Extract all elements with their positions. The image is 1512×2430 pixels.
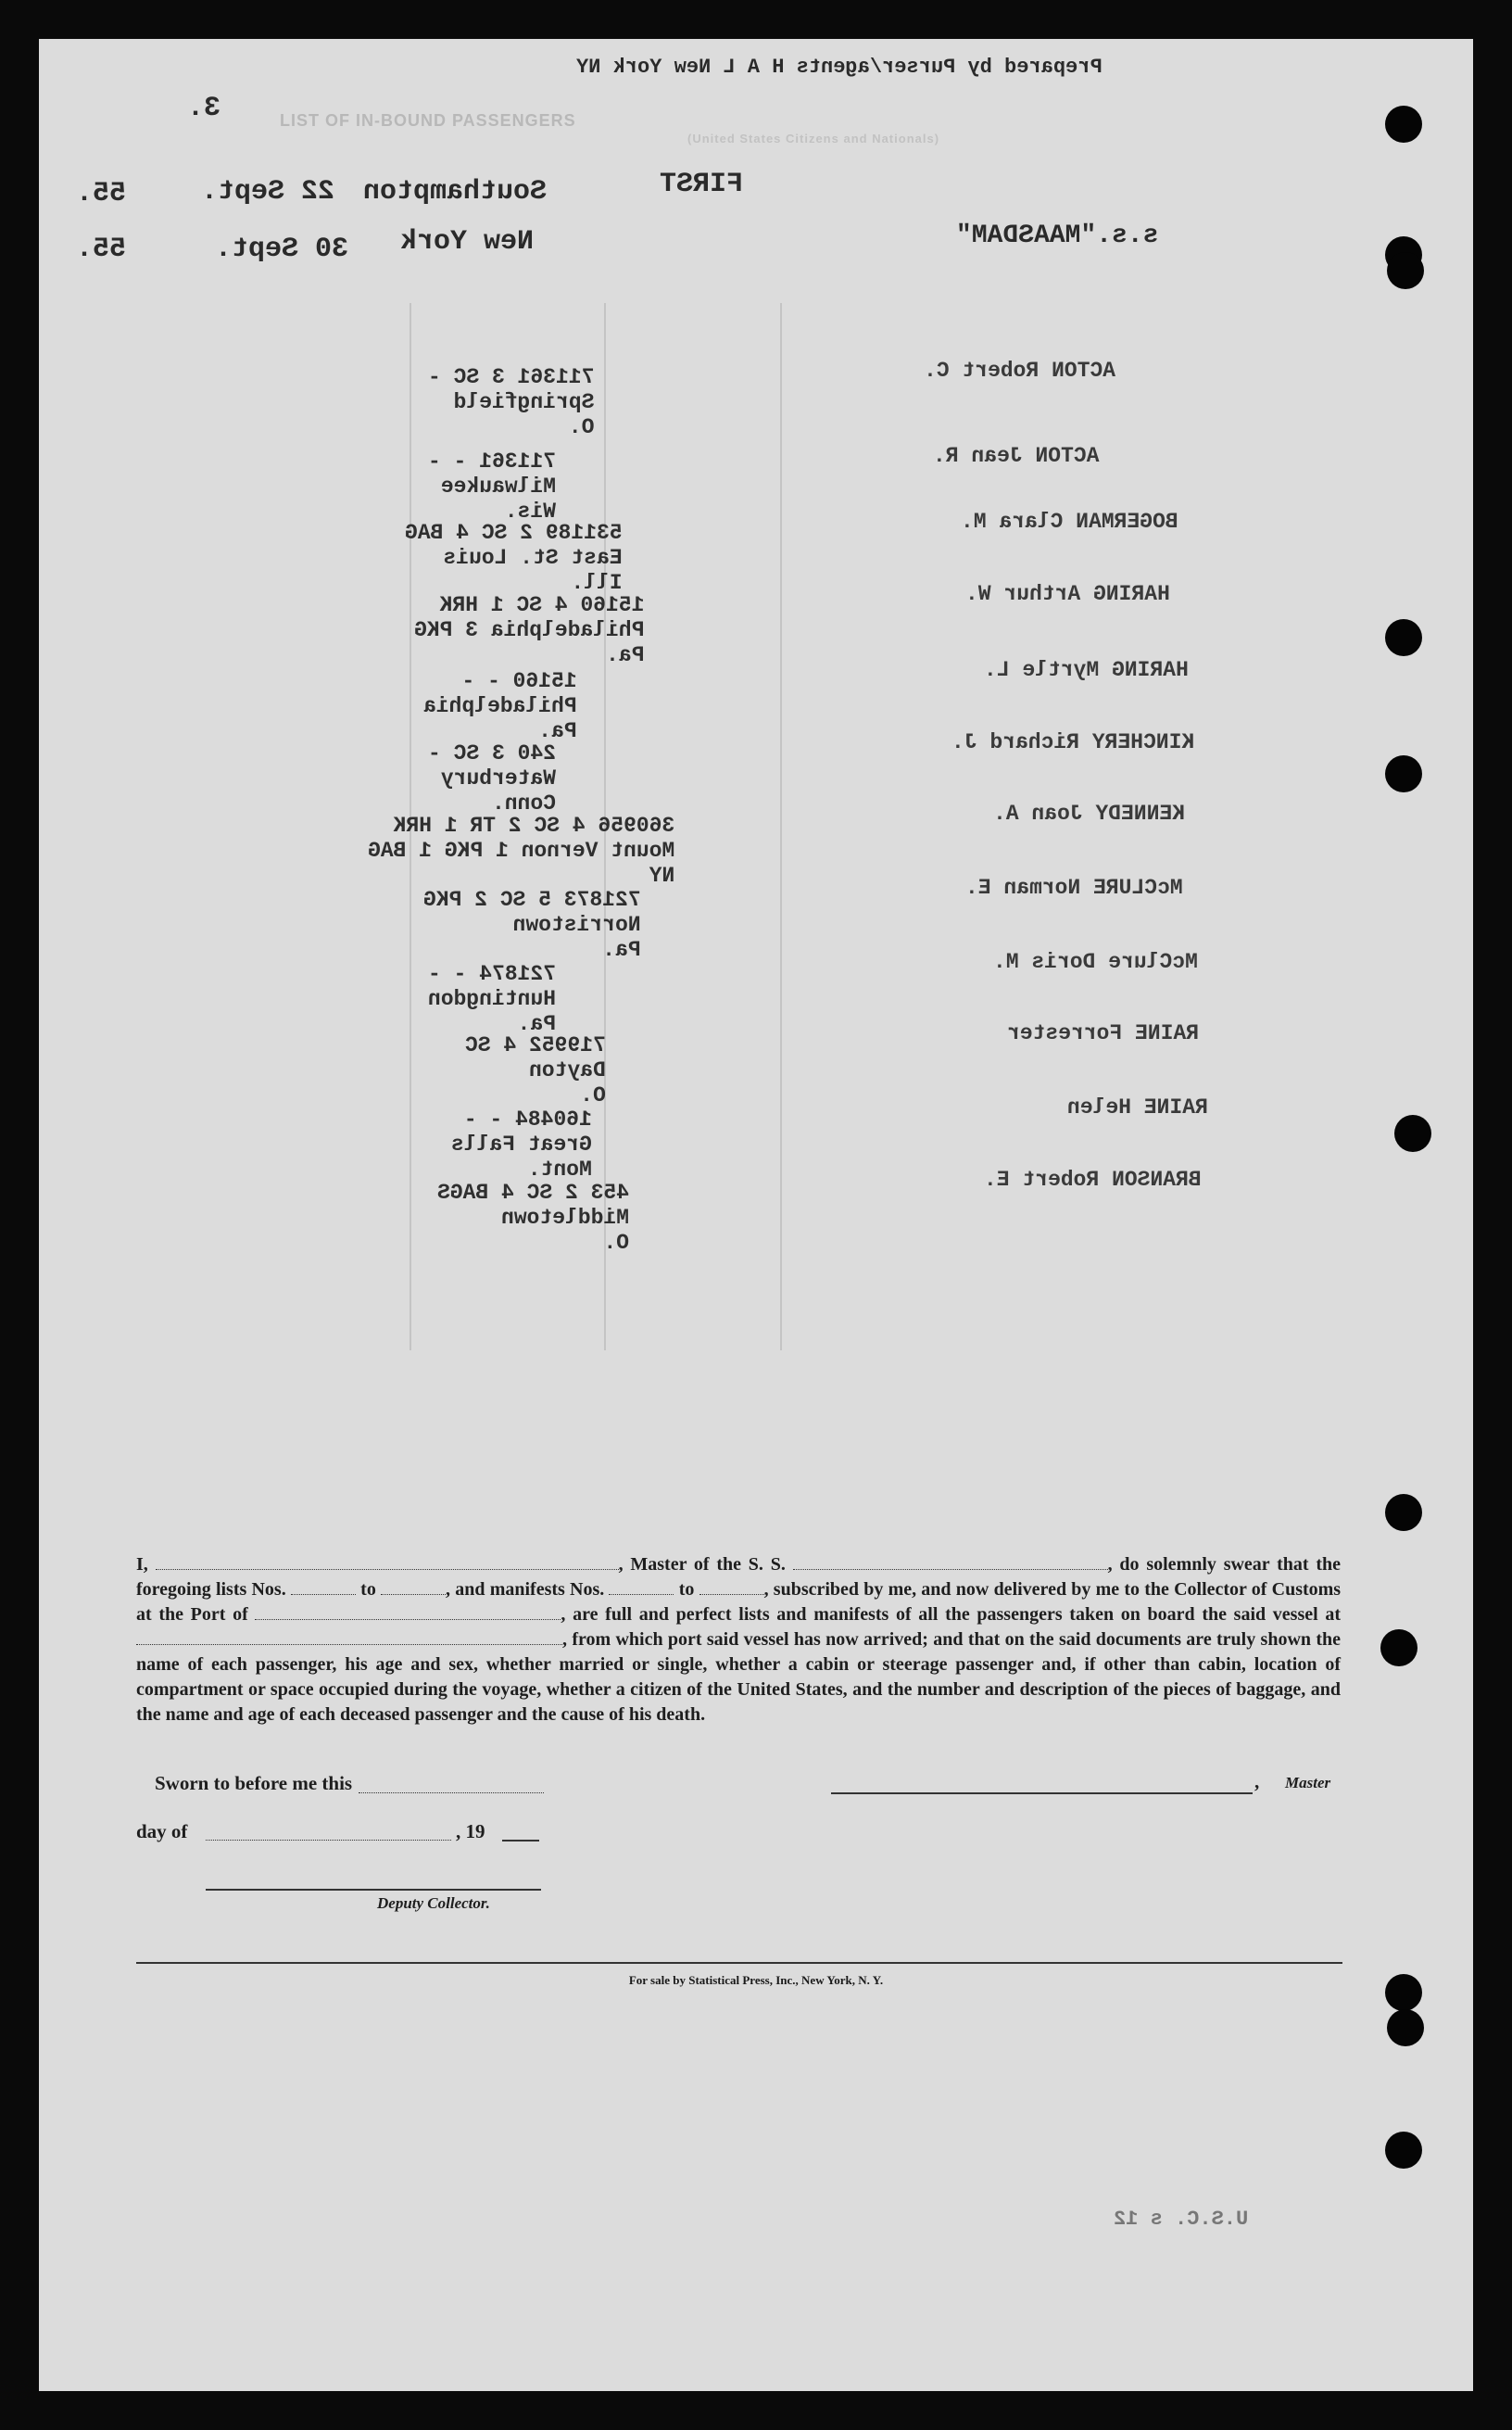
arrival-date: 30 Sept. bbox=[215, 234, 349, 265]
list-from-blank bbox=[291, 1581, 356, 1595]
form-number: U.S.C. s 12 bbox=[1114, 2208, 1249, 2231]
passenger-name: RAINE Helen bbox=[1067, 1095, 1208, 1120]
passenger-info: 721873 5 SC 2 PKG Norristown Pa. bbox=[423, 888, 641, 962]
ship-name: s.s."MAASDAM" bbox=[956, 221, 1159, 250]
punch-hole bbox=[1380, 1629, 1418, 1666]
prepared-by-line: Prepared by Purser/agents H A L New York NY bbox=[576, 56, 1102, 79]
passenger-info: 531189 2 SC 4 BAG East St. Louis Ill. bbox=[405, 521, 623, 595]
passenger-info: 160484 - - Great Falls Mont. bbox=[451, 1107, 592, 1182]
passenger-class: FIRST bbox=[660, 169, 744, 200]
punch-hole bbox=[1387, 2009, 1424, 2046]
passenger-name: KENNEDY Joan A. bbox=[993, 802, 1186, 826]
year-label: , 19 bbox=[456, 1820, 485, 1842]
master-oath: I, , Master of the S. S. , do solemnly swear that the foregoing lists Nos. to , and manifests Nos. to , subscribed by me, and now delivered by me to the Collector of Customs at the Port of , are full and perfect lists and manifests of all the passengers taken on board the said vessel at , from which port said vessel has now arrived; and that on the said documents are truly shown the name of each passenger, his age and sex, whether married or single, whether a cabin or steerage passenger and, if other than cabin, location of compartment or space occupied during the voyage, whether a citizen of the United States, and the number and description of the pieces of baggage, and the name and age of each deceased passenger and the cause of his death. bbox=[136, 1554, 1342, 1725]
departure-port: Southampton bbox=[363, 176, 548, 208]
master-name-blank bbox=[156, 1556, 619, 1570]
passenger-name: ACTON Jean R. bbox=[933, 444, 1100, 468]
passenger-name: HARING Myrtle L. bbox=[984, 658, 1189, 682]
printer-credit: For sale by Statistical Press, Inc., New York, N. Y. bbox=[628, 1973, 884, 1987]
punch-hole bbox=[1385, 755, 1422, 792]
punch-hole bbox=[1387, 252, 1424, 289]
ship-name-blank bbox=[793, 1556, 1108, 1570]
passenger-info: 711361 - - Milwaukee Wis. bbox=[428, 449, 557, 524]
column-divider bbox=[780, 303, 782, 1350]
list-to-blank bbox=[381, 1581, 446, 1595]
arrival-number: 55. bbox=[76, 234, 127, 265]
passenger-name: HARING Arthur W. bbox=[965, 582, 1170, 606]
year-line bbox=[502, 1840, 539, 1841]
passenger-info: 15160 - - Philadelphia Pa. bbox=[423, 669, 577, 743]
passenger-info: 711361 3 SC - Springfield O. bbox=[428, 365, 595, 439]
punch-hole bbox=[1385, 106, 1422, 143]
punch-hole bbox=[1385, 619, 1422, 656]
faint-list-subtitle: (United States Citizens and Nationals) bbox=[687, 132, 940, 146]
footer-rule bbox=[136, 1962, 1342, 1964]
passenger-info: 15160 4 SC 1 HRK Philadelphia 3 PKG Pa. bbox=[414, 593, 645, 667]
embarkation-blank bbox=[136, 1631, 562, 1645]
passenger-name: McCLURE Norman E. bbox=[965, 876, 1183, 900]
day-of-label: day of bbox=[136, 1820, 188, 1842]
passenger-info: 719952 4 SC Dayton O. bbox=[465, 1033, 606, 1107]
departure-number: 55. bbox=[76, 178, 127, 209]
passenger-name: RAINE Forrester bbox=[1007, 1021, 1200, 1045]
manifest-page: LIST OF IN-BOUND PASSENGERS (United States Citizens and Nationals) Prepared by Purser/agents H A L New York NY 3. 55. 22 Sept. Southampton FIRST 55. 30 Sept. New York s.s."MAASDAM" ACTON Robert C. 711361 3 SC - Springfield O. ACTON Jean R. 711361 - - Milwaukee Wis. BOGERMAN Clara M. 531189 2 SC 4 BAG East St. Louis Ill. HARING Arthur W. 15160 4 SC 1 HRK Philadelphia 3 PKG Pa. HARING Myrtle L. 15160 - - Philadelphia Pa. KINCHERY Richard J. 240 3 SC - Waterbury Conn. KENNEDY Joan A. 360956 4 SC 2 TR 1 HRK Mount Vernon 1 PKG 1 BAG NY McCLURE Norman E. 721873 5 SC 2 PKG Norristown Pa. McClure Doris M. 721874 - - Huntingdon Pa. RAINE Forrester 719952 4 SC Dayton O. RAINE Helen 160484 - - Great Falls Mont. BRANSON Robert E. 453 2 SC 4 BAGS Middletown O. I, , Master of the S. S. , do solemnly swear that the foregoing lists Nos. to , and manifests Nos. to , subscribed by me, and now delivered by me to the Collector of Customs at the Port of , are full and perfect lists and manifests of all the passengers taken on board the said vessel at , from which port said vessel has now arrived; and that on the said documents are truly shown the name of each passenger, his age and sex, whether married or single, whether a cabin or steerage passenger and, if other than cabin, location of compartment or space occupied during the voyage, whether a citizen of the United States, and the number and description of the pieces of baggage, and the name and age of each deceased passenger and the cause of his death. Sworn to before me this , Master day of , 19 Deputy Collector. For sale by Statistical Press, Inc., New York, N. Y. U.S.C. s 12 bbox=[39, 39, 1473, 2391]
passenger-info: 360956 4 SC 2 TR 1 HRK Mount Vernon 1 PKG 1 BAG NY bbox=[368, 814, 675, 888]
passenger-name: ACTON Robert C. bbox=[924, 359, 1116, 383]
departure-date: 22 Sept. bbox=[201, 176, 335, 208]
passenger-info: 240 3 SC - Waterbury Conn. bbox=[428, 741, 557, 816]
arrival-port: New York bbox=[400, 226, 535, 258]
passenger-name: KINCHERY Richard J. bbox=[951, 730, 1195, 754]
punch-hole bbox=[1385, 2132, 1422, 2169]
port-blank bbox=[255, 1606, 561, 1620]
page-number: 3. bbox=[187, 93, 221, 124]
passenger-name: BRANSON Robert E. bbox=[984, 1168, 1202, 1192]
master-label: Master bbox=[1285, 1774, 1331, 1791]
deputy-collector-label: Deputy Collector. bbox=[377, 1894, 490, 1912]
sworn-label: Sworn to before me this bbox=[155, 1772, 353, 1794]
master-signature-line bbox=[831, 1792, 1253, 1794]
punch-hole bbox=[1385, 1974, 1422, 2011]
passenger-info: 721874 - - Huntingdon Pa. bbox=[428, 962, 557, 1036]
manifest-from-blank bbox=[609, 1581, 674, 1595]
day-of-line bbox=[206, 1840, 451, 1841]
manifest-to-blank bbox=[699, 1581, 764, 1595]
passenger-info: 453 2 SC 4 BAGS Middletown O. bbox=[437, 1181, 630, 1255]
passenger-name: BOGERMAN Clara M. bbox=[961, 510, 1178, 534]
punch-hole bbox=[1394, 1115, 1431, 1152]
punch-hole bbox=[1385, 1494, 1422, 1531]
deputy-signature-line bbox=[206, 1889, 541, 1891]
sworn-date-line bbox=[359, 1792, 544, 1793]
passenger-name: McClure Doris M. bbox=[993, 950, 1198, 974]
faint-list-title: LIST OF IN-BOUND PASSENGERS bbox=[280, 111, 576, 130]
